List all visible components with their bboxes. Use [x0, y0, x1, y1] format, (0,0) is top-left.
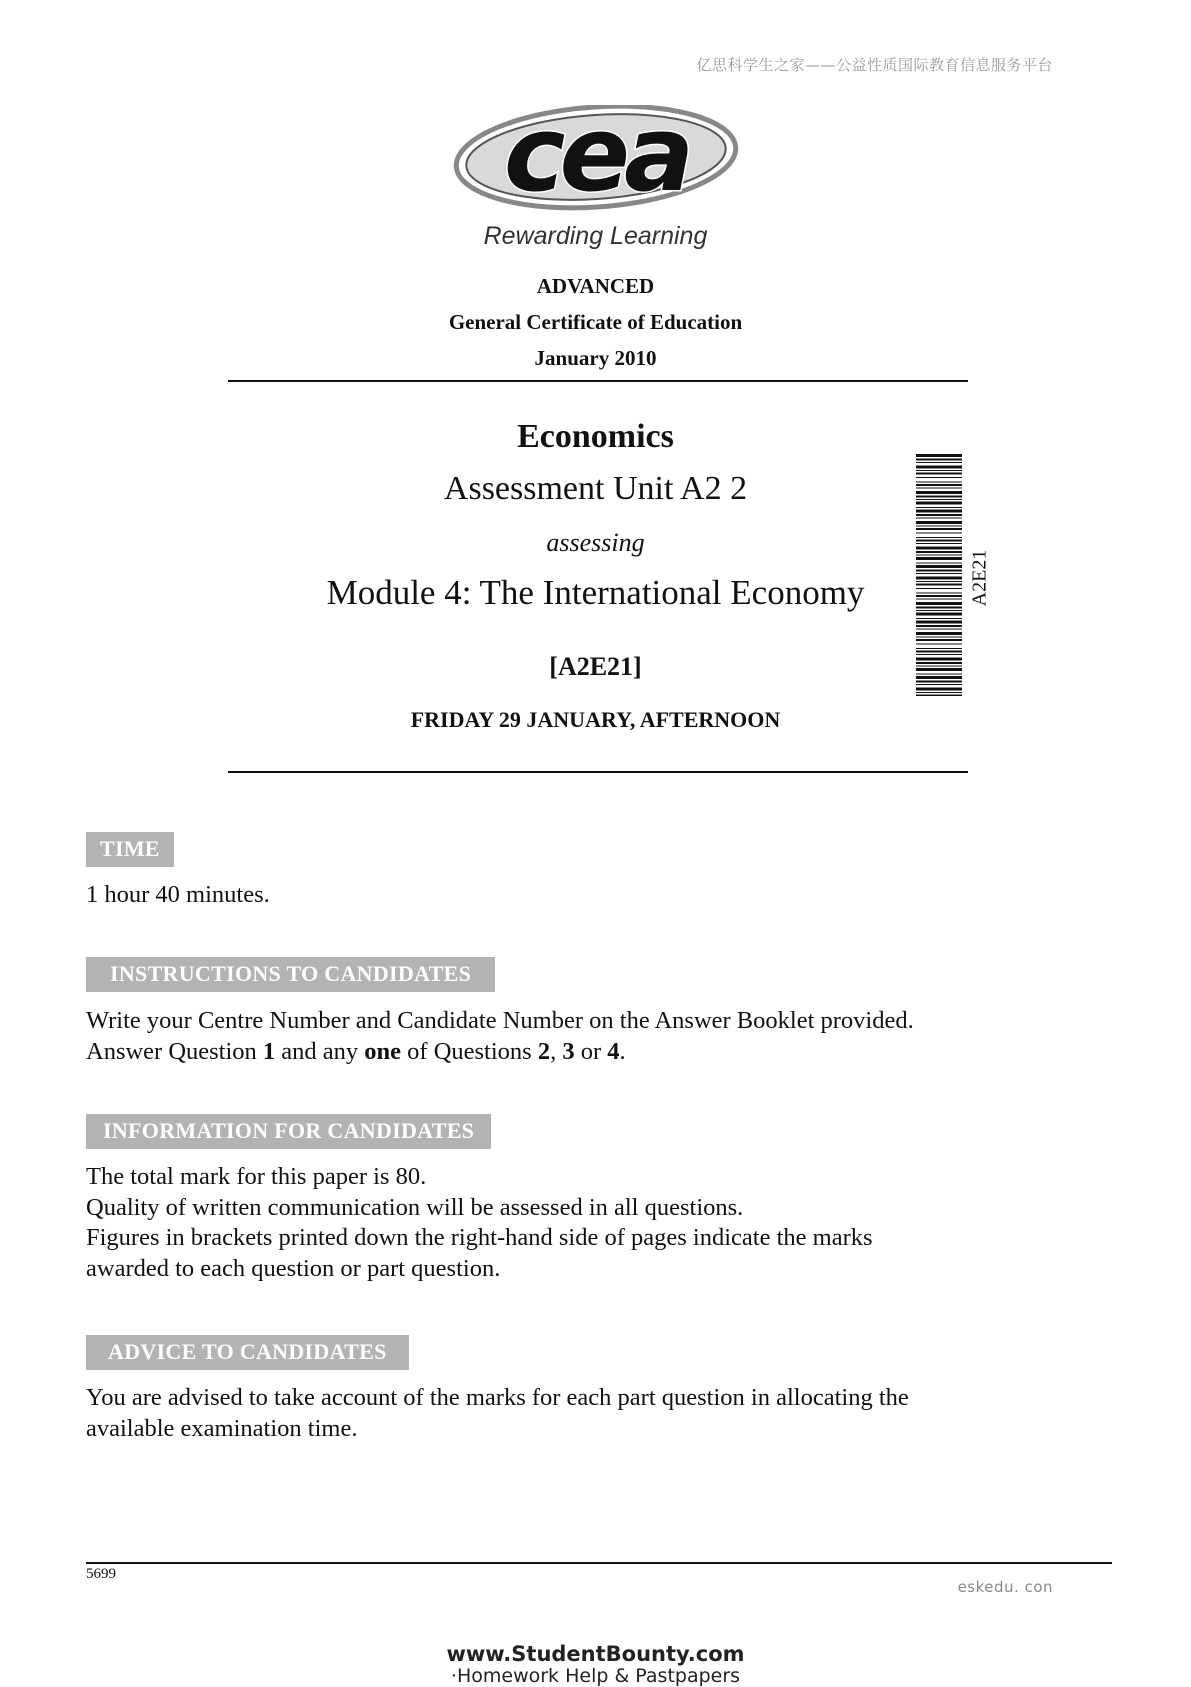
instruction-line-1: Write your Centre Number and Candidate Number on the Answer Booklet provided. [86, 1007, 914, 1034]
module-title: Module 4: The International Economy [326, 573, 865, 612]
time-text: 1 hour 40 minutes. [86, 881, 270, 908]
barcode-label: A2E21 [968, 549, 991, 607]
watermark-top: 亿思科学生之家——公益性质国际教育信息服务平台 [696, 56, 1053, 74]
instructions-heading: INSTRUCTIONS TO CANDIDATES [86, 957, 495, 992]
footer-divider [86, 1562, 1112, 1564]
certificate-name: General Certificate of Education [448, 310, 743, 334]
information-heading: INFORMATION FOR CANDIDATES [86, 1114, 491, 1149]
watermark-bottom: eskedu. con [957, 1578, 1053, 1596]
assessing-label: assessing [546, 528, 645, 557]
svg-text:cea: cea [503, 105, 689, 215]
assessment-unit: Assessment Unit A2 2 [443, 470, 748, 507]
advice-line-1: You are advised to take account of the marks for each part question in allocating the [86, 1384, 909, 1411]
tagline: Rewarding Learning [483, 222, 708, 250]
information-line-3: Figures in brackets printed down the right-hand side of pages indicate the marks [86, 1224, 873, 1251]
title-divider [228, 771, 968, 773]
exam-date: FRIDAY 29 JANUARY, AFTERNOON [410, 707, 781, 732]
barcode-icon [916, 454, 962, 696]
information-line-4: awarded to each question or part question. [86, 1254, 501, 1282]
instruction-line-2: Answer Question 1 and any one of Questions 2, 3 or 4. [86, 1037, 626, 1065]
header-divider [228, 380, 968, 382]
advice-text [86, 1383, 1046, 1444]
subject-title: Economics [517, 418, 674, 455]
advice-line-2: available examination time. [86, 1414, 358, 1442]
exam-session: January 2010 [534, 346, 657, 370]
information-line-2: Quality of written communication will be assessed in all questions. [86, 1193, 744, 1221]
instructions-text [86, 1006, 1046, 1067]
advice-heading: ADVICE TO CANDIDATES [86, 1335, 409, 1370]
cea-logo-icon [451, 105, 741, 220]
qualification-level: ADVANCED [536, 274, 655, 298]
footer-code: 5699 [86, 1566, 116, 1582]
studentbounty-url[interactable]: www.StudentBounty.com [446, 1642, 745, 1666]
time-heading: TIME [86, 832, 174, 867]
information-line-1: The total mark for this paper is 80. [86, 1163, 427, 1190]
information-text [86, 1162, 1046, 1284]
paper-code: [A2E21] [549, 652, 642, 681]
studentbounty-tagline: ·Homework Help & Pastpapers [450, 1665, 741, 1687]
